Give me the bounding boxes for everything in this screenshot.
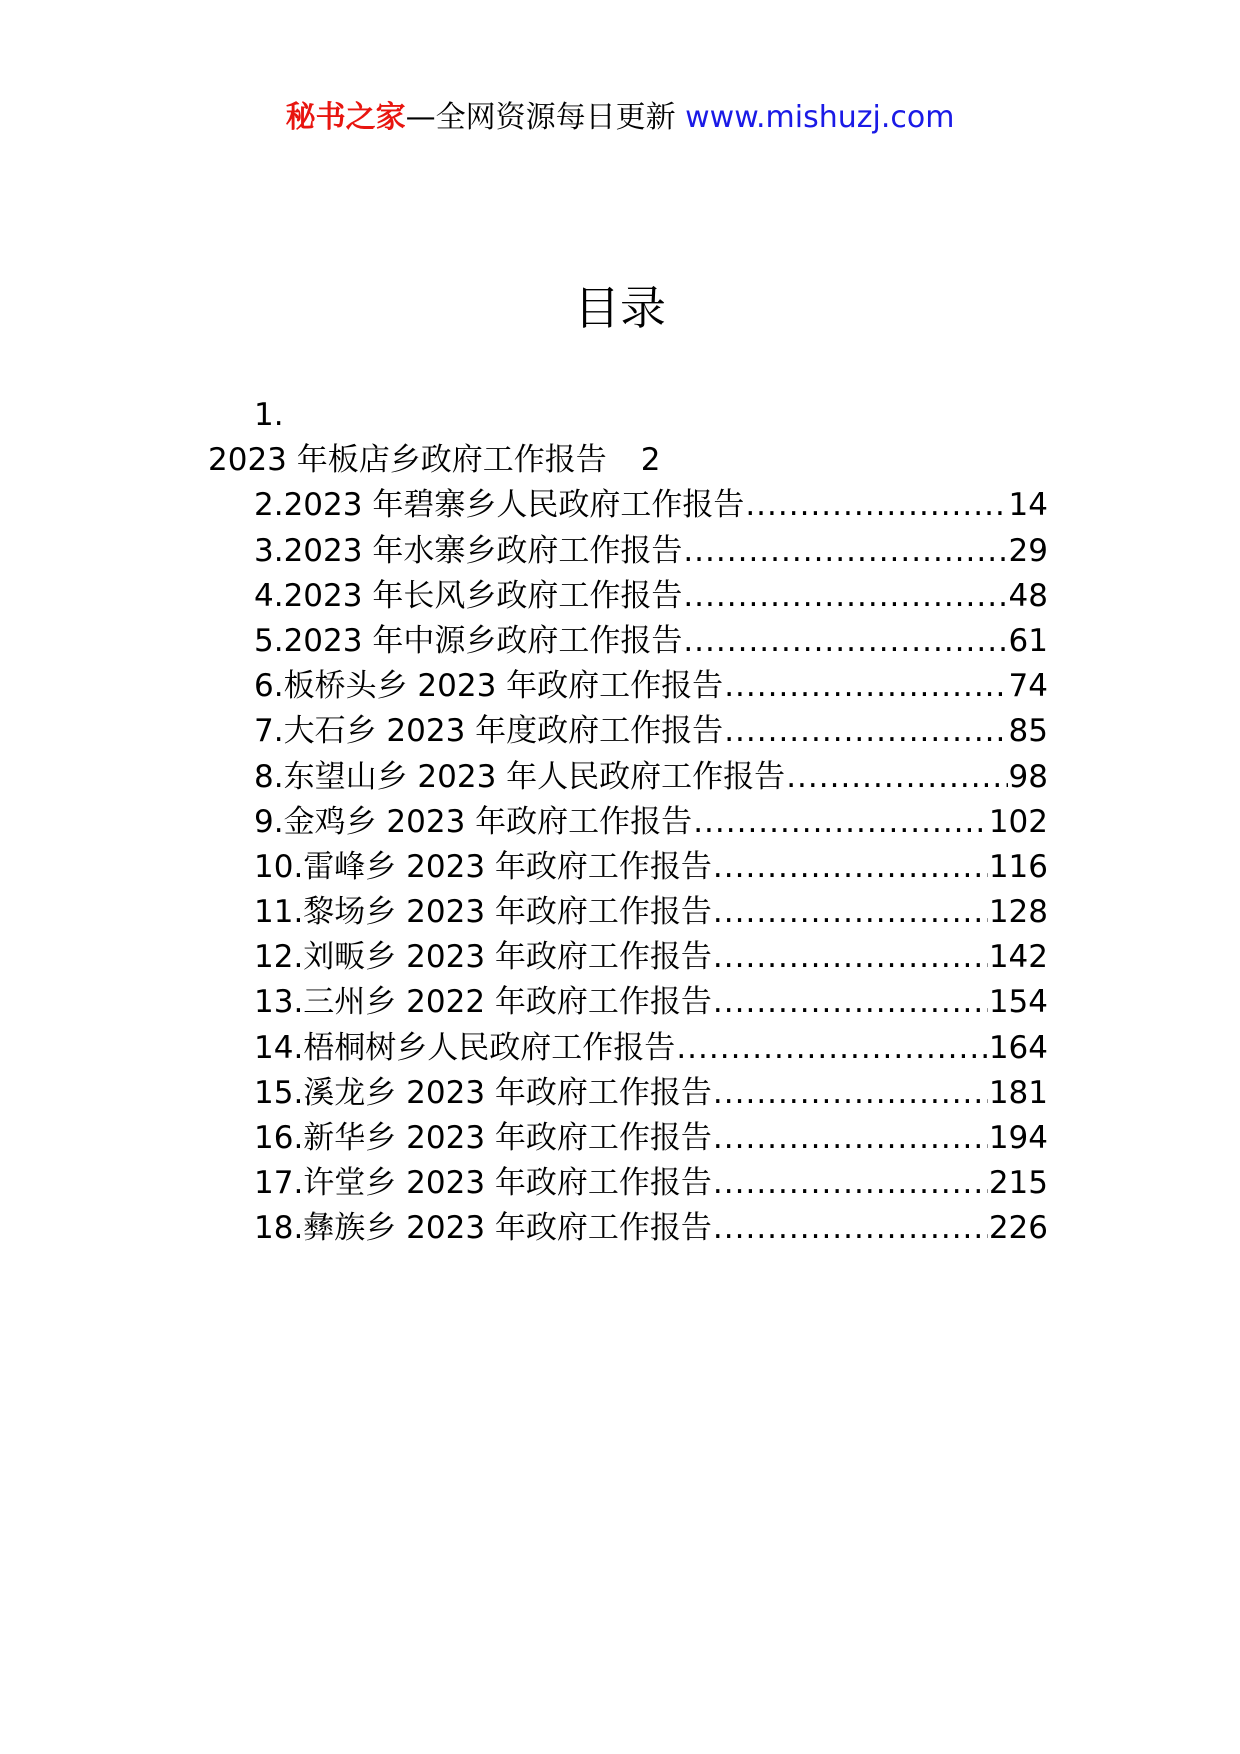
toc-entry-title: 8.东望山乡 2023 年人民政府工作报告	[254, 758, 786, 795]
toc-entry[interactable]	[254, 890, 1048, 935]
toc-entry[interactable]	[254, 1161, 1048, 1206]
toc-entry-page: 14	[1008, 487, 1048, 524]
toc-dot-leader	[713, 980, 988, 1025]
toc-row	[0, 619, 1240, 664]
toc-entry-page: 102	[988, 803, 1048, 840]
toc-dot-leader	[683, 574, 1007, 619]
toc-dot-leader	[713, 1206, 988, 1251]
toc-dot-leader	[713, 935, 988, 980]
toc-entry[interactable]	[254, 709, 1048, 754]
toc-entry-page: 98	[1008, 758, 1048, 795]
header-tagline: —全网资源每日更新	[405, 100, 686, 135]
toc-dot-leader	[683, 529, 1007, 574]
toc-entry-page: 2	[640, 442, 661, 479]
toc-entry-page: 85	[1008, 713, 1048, 750]
toc-row	[0, 1026, 1240, 1071]
toc-entry[interactable]	[254, 935, 1048, 980]
toc-entry-title: 9.金鸡乡 2023 年政府工作报告	[254, 803, 693, 840]
toc-entry-page: 164	[988, 1029, 1048, 1066]
toc-row-first	[0, 438, 1240, 483]
toc-entry-page: 29	[1008, 532, 1048, 569]
toc-entry-page: 194	[988, 1120, 1048, 1156]
toc-row	[0, 935, 1240, 980]
toc-row-number	[0, 393, 1240, 438]
toc-entry-page: 215	[988, 1165, 1048, 1202]
toc-dot-leader	[786, 755, 1007, 800]
toc-dot-leader	[713, 1071, 988, 1116]
toc-entry-title: 13.三州乡 2022 年政府工作报告	[254, 984, 712, 1021]
toc-row	[0, 890, 1240, 935]
toc-entry-title: 5.2023 年中源乡政府工作报告	[254, 622, 683, 659]
toc-dot-leader	[683, 619, 1007, 664]
toc-entry-title: 2.2023 年碧寨乡人民政府工作报告	[254, 487, 745, 524]
toc-entry[interactable]	[254, 574, 1048, 619]
toc-dot-leader	[676, 1026, 988, 1071]
toc-entry[interactable]	[254, 980, 1048, 1025]
toc-row	[0, 1206, 1240, 1251]
toc-entry-page: 142	[988, 939, 1048, 976]
toc-row	[0, 800, 1240, 845]
toc-entry[interactable]	[254, 664, 1048, 709]
toc-entry-title: 6.板桥头乡 2023 年政府工作报告	[254, 668, 724, 705]
toc-entry-title: 2023 年板店乡政府工作报告	[208, 442, 607, 479]
toc-entry-title: 7.大石乡 2023 年度政府工作报告	[254, 713, 724, 750]
toc-entry[interactable]	[254, 800, 1048, 845]
toc-entry[interactable]	[254, 529, 1048, 574]
toc-entry[interactable]	[254, 1116, 1048, 1161]
toc-entry-page: 48	[1008, 577, 1048, 614]
toc-entry[interactable]	[254, 755, 1048, 800]
toc-dot-leader	[724, 664, 1007, 709]
toc-entry-title: 17.许堂乡 2023 年政府工作报告	[254, 1165, 712, 1202]
toc-dot-leader	[745, 483, 1007, 528]
toc-entry-title: 4.2023 年长风乡政府工作报告	[254, 577, 683, 614]
website-link[interactable]: www.mishuzj.com	[685, 100, 955, 135]
toc-dot-leader	[724, 709, 1007, 754]
toc-entry[interactable]	[254, 619, 1048, 664]
toc-dot-leader	[713, 1116, 988, 1161]
toc-entry-title: 16.新华乡 2023 年政府工作报告	[254, 1120, 712, 1156]
toc-entry-number[interactable]: 1.	[254, 397, 284, 433]
toc-entry[interactable]	[254, 1206, 1048, 1251]
toc-entry[interactable]	[254, 845, 1048, 890]
toc-entry[interactable]	[254, 1071, 1048, 1116]
toc-list	[0, 483, 1240, 1251]
toc-entry-page: 226	[988, 1210, 1048, 1247]
toc-entry-page: 61	[1008, 622, 1048, 659]
toc-entry-title: 12.刘畈乡 2023 年政府工作报告	[254, 939, 712, 976]
toc-entry[interactable]	[254, 483, 1048, 528]
brand-name: 秘书之家	[285, 100, 406, 135]
toc-row	[0, 980, 1240, 1025]
toc-entry[interactable]	[208, 438, 660, 483]
toc-entry-page: 74	[1008, 668, 1048, 705]
toc-row	[0, 709, 1240, 754]
toc-row	[0, 1071, 1240, 1116]
toc-row	[0, 755, 1240, 800]
toc-row	[0, 574, 1240, 619]
toc-dot-leader	[713, 1161, 988, 1206]
toc-dot-leader	[693, 800, 988, 845]
toc-entry-page: 116	[988, 848, 1048, 885]
toc-row	[0, 1161, 1240, 1206]
toc-entry-title: 10.雷峰乡 2023 年政府工作报告	[254, 848, 712, 885]
toc-entry-title: 3.2023 年水寨乡政府工作报告	[254, 532, 683, 569]
toc-entry-page: 128	[988, 894, 1048, 931]
toc-dot-leader	[713, 890, 988, 935]
toc-entry-title: 15.溪龙乡 2023 年政府工作报告	[254, 1074, 712, 1111]
toc-row	[0, 845, 1240, 890]
toc-row	[0, 529, 1240, 574]
toc-entry[interactable]	[254, 1026, 1048, 1071]
toc-dot-leader	[713, 845, 988, 890]
toc-entry-title: 11.黎场乡 2023 年政府工作报告	[254, 894, 712, 931]
toc-row	[0, 483, 1240, 528]
toc-row	[0, 664, 1240, 709]
toc-entry-page: 181	[988, 1074, 1048, 1111]
table-of-contents	[0, 393, 1240, 1252]
toc-title: 目录	[574, 281, 666, 335]
toc-row	[0, 1116, 1240, 1161]
toc-entry-page: 154	[988, 984, 1048, 1021]
toc-entry-title: 18.彝族乡 2023 年政府工作报告	[254, 1210, 712, 1247]
toc-entry-title: 14.梧桐树乡人民政府工作报告	[254, 1029, 676, 1066]
page-header	[0, 98, 1240, 138]
